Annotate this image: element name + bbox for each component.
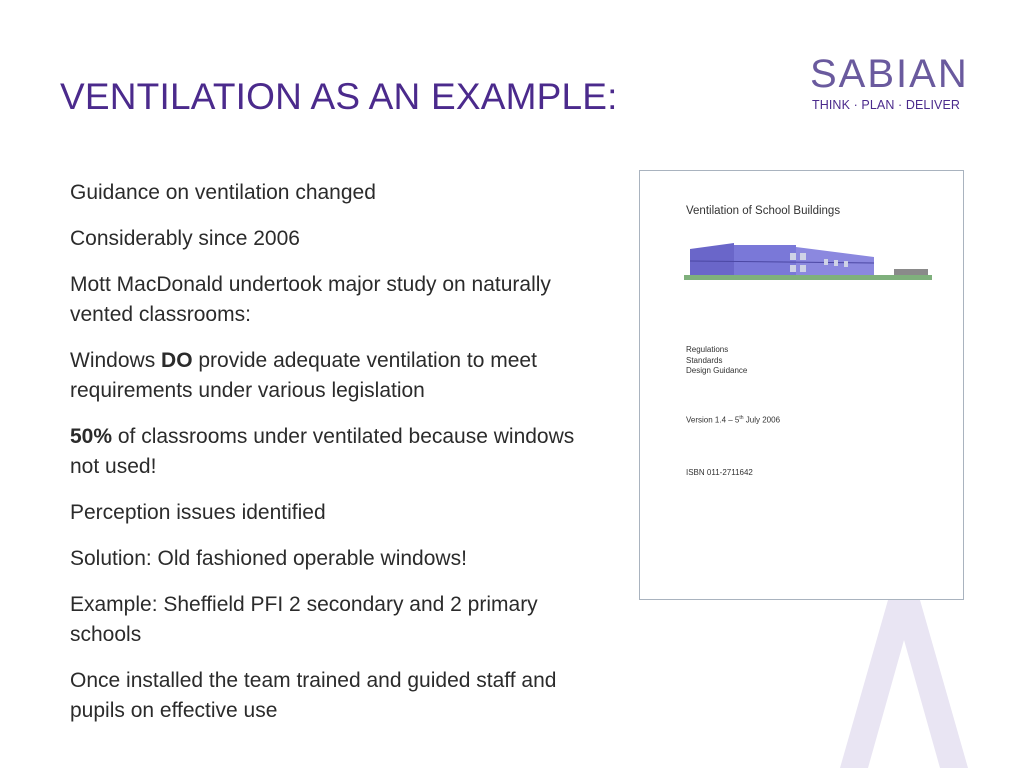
school-building-illustration: [684, 239, 934, 285]
cover-subtitle-line: Regulations: [686, 345, 729, 354]
bullet-item: Solution: Old fashioned operable windows!: [70, 547, 467, 570]
cover-subtitle-line: Standards: [686, 355, 723, 365]
bullet-text: provide adequate ventilation to meet requirements under various legislation: [70, 349, 537, 402]
cover-version-text: Version 1.4 – 5: [686, 415, 740, 425]
bullet-item: [70, 422, 590, 482]
cover-isbn: ISBN 011-2711642: [686, 468, 753, 477]
bullet-text: Windows: [70, 349, 162, 372]
bullet-text: of classrooms under ventilated because windows not used!: [70, 425, 575, 478]
bullet-item: Perception issues identified: [70, 501, 326, 524]
cover-subtitle-line: Design Guidance: [686, 366, 748, 375]
logo-wordmark: SABIAN: [810, 52, 969, 96]
cover-version: [686, 415, 780, 425]
cover-version-suffix: th: [739, 415, 744, 421]
bullet-item: Example: Sheffield PFI 2 secondary and 2 primary schools: [70, 593, 538, 646]
cover-subtitle: [686, 345, 747, 377]
logo-watermark: [800, 600, 1024, 768]
bullet-list: [70, 178, 590, 742]
bullet-item: Guidance on ventilation changed: [70, 181, 376, 204]
bullet-emphasis: 50%: [70, 425, 113, 448]
bullet-item: [70, 346, 590, 406]
sabian-logo: [810, 52, 970, 122]
bullet-item: Mott MacDonald undertook major study on naturally vented classrooms:: [70, 273, 551, 326]
document-cover-image: [639, 170, 964, 600]
cover-title: Ventilation of School Buildings: [686, 205, 841, 217]
cover-version-date: July 2006: [743, 415, 781, 425]
bullet-emphasis: DO: [161, 349, 193, 372]
bullet-item: Once installed the team trained and guided staff and pupils on effective use: [70, 669, 557, 722]
logo-tagline: THINK · PLAN · DELIVER: [812, 98, 961, 112]
page-title: VENTILATION AS AN EXAMPLE:: [60, 76, 618, 117]
bullet-item: Considerably since 2006: [70, 227, 300, 250]
